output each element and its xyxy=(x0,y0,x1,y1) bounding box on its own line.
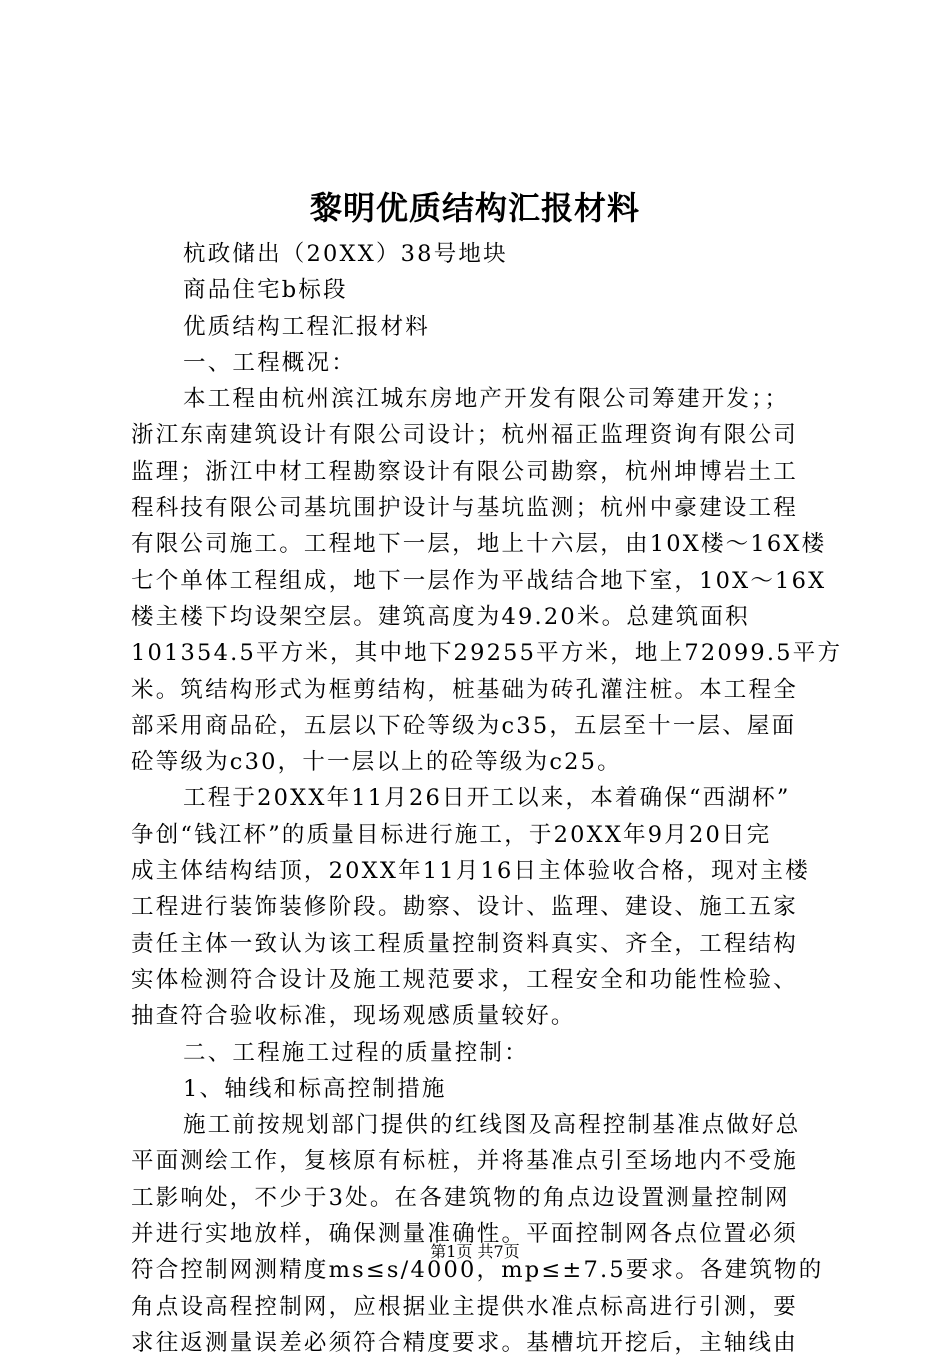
text-line: 楼主楼下均设架空层。建筑高度为49.20米。总建筑面积 xyxy=(131,603,750,630)
text-line: 米。筑结构形式为框剪结构，桩基础为砖孔灌注桩。本工程全 xyxy=(131,676,798,703)
text-line: 有限公司施工。工程地下一层，地上十六层，由10X楼～16X楼 xyxy=(131,531,827,558)
text-line: 工程进行装饰装修阶段。勘察、设计、监理、建设、施工五家 xyxy=(131,894,798,921)
text-line: 求往返测量误差必须符合精度要求。基槽坑开挖后，主轴线由 xyxy=(131,1329,798,1356)
text-line: 砼等级为c30，十一层以上的砼等级为c25。 xyxy=(131,749,622,776)
text-line: 优质结构工程汇报材料 xyxy=(183,313,431,340)
text-line: 七个单体工程组成，地下一层作为平战结合地下室，10X～16X xyxy=(131,567,827,594)
text-line: 并进行实地放样，确保测量准确性。平面控制网各点位置必须 xyxy=(131,1221,798,1248)
text-line: 抽查符合验收标准，现场观感质量较好。 xyxy=(131,1003,576,1030)
text-line: 责任主体一致认为该工程质量控制资料真实、齐全，工程结构 xyxy=(131,930,798,957)
text-line: 施工前按规划部门提供的红线图及高程控制基准点做好总 xyxy=(183,1112,801,1139)
text-line: 杭政储出（20XX）38号地块 xyxy=(183,241,508,267)
text-line: 符合控制网测精度ms≤s/4000，mp≤±7.5要求。各建筑物的 xyxy=(131,1257,824,1284)
text-line: 部采用商品砼，五层以下砼等级为c35，五层至十一层、屋面 xyxy=(131,712,797,739)
text-line: 101354.5平方米，其中地下29255平方米，地上72099.5平方 xyxy=(131,640,843,667)
document-body xyxy=(131,236,843,1361)
text-line: 工影响处，不少于3处。在各建筑物的角点边设置测量控制网 xyxy=(131,1184,790,1211)
text-line: 程科技有限公司基坑围护设计与基坑监测；杭州中豪建设工程 xyxy=(131,495,798,522)
text-line: 本工程由杭州滨江城东房地产开发有限公司筹建开发；； xyxy=(183,386,790,413)
text-line: 浙江东南建筑设计有限公司设计；杭州福正监理资询有限公司 xyxy=(131,422,798,449)
text-line: 成主体结构结顶，20XX年11月16日主体验收合格，现对主楼 xyxy=(131,858,810,885)
text-line: 一、工程概况： xyxy=(183,349,356,376)
text-line: 角点设高程控制网，应根据业主提供水准点标高进行引测，要 xyxy=(131,1293,798,1320)
text-line: 争创“钱江杯”的质量目标进行施工，于20XX年9月20日完 xyxy=(131,821,772,848)
text-line: 商品住宅b标段 xyxy=(183,277,348,304)
text-line: 平面测绘工作，复核原有标桩，并将基准点引至场地内不受施 xyxy=(131,1148,798,1175)
page-footer: 第1页 共7页 xyxy=(430,1242,520,1261)
text-line: 1、轴线和标高控制措施 xyxy=(183,1075,447,1102)
text-line: 监理；浙江中材工程勘察设计有限公司勘察，杭州坤博岩土工 xyxy=(131,458,798,485)
text-line: 工程于20XX年11月26日开工以来，本着确保“西湖杯” xyxy=(183,785,791,812)
document-title: 黎明优质结构汇报材料 xyxy=(309,189,640,227)
text-line: 实体检测符合设计及施工规范要求，工程安全和功能性检验、 xyxy=(131,966,798,993)
text-line: 二、工程施工过程的质量控制： xyxy=(183,1039,529,1066)
